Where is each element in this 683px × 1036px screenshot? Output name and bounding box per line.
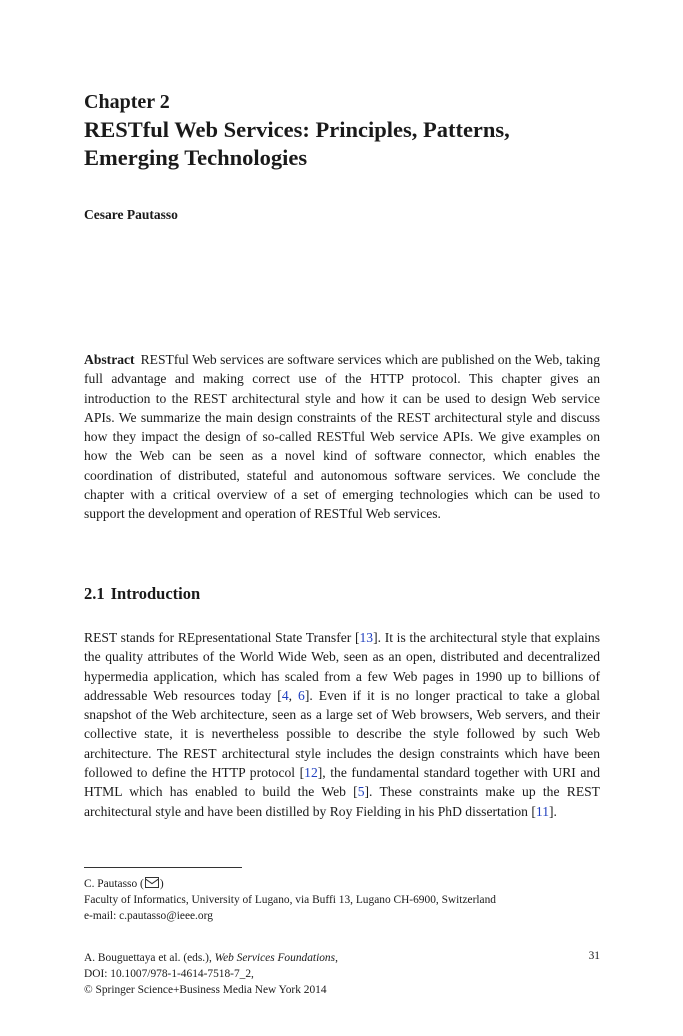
citation-link[interactable]: 11 [535,803,549,819]
chapter-title: RESTful Web Services: Principles, Patterns, Emerging Technologies [84,117,510,170]
chapter-label: Chapter 2 [84,91,170,113]
publication-doi: DOI: 10.1007/978-1-4614-7518-7_2, [84,968,254,980]
section-title: Introduction [110,584,201,603]
section-number: 2.1 [84,584,105,603]
publication-info [84,950,604,998]
intro-text: ], the fundamental standard together with URI and HTML which has enabled to build the Web [ [84,765,600,800]
citation-link[interactable]: 12 [304,765,318,781]
abstract-paragraph [84,350,600,524]
publication-comma: , [335,952,338,964]
footnote-email: e-mail: c.pautasso@ieee.org [84,910,213,922]
page-number: 31 [588,950,600,962]
citation-link[interactable]: 4 [281,687,289,703]
intro-text: REST stands for REpresentational State Transfer [ [84,630,360,645]
intro-text: ]. These constraints make up the REST architectural style and have been distilled by Roy Fielding in his PhD dissertation [ [84,784,600,819]
footnote-author-line [84,876,604,892]
footnote-author-name: C. Pautasso ( [84,878,144,890]
abstract-label: Abstract [84,352,135,367]
citation-link[interactable]: 6 [298,687,305,703]
intro-text: ]. It is the architectural style that explains the quality attributes of the World Wide Web, seen as an open, distributed and decentralized hypermedia application, which has scaled from a few Web pages in 1990 up to billions of addressable Web resources today [ [84,630,600,703]
intro-paragraph [84,628,600,821]
publication-copyright: © Springer Science+Business Media New York 2014 [84,984,327,996]
footnote-divider [84,867,242,868]
publication-editors: A. Bouguettaya et al. (eds.), [84,952,215,964]
footnote-affiliation: Faculty of Informatics, University of Lugano, via Buffi 13, Lugano CH-6900, Switzerland [84,894,496,906]
intro-text: ]. Even if it is no longer practical to take a global snapshot of the Web architecture, seen as a large set of Web browsers, Web servers, and their collective state, it is nevertheless possible to describe the style followed by such Web architecture. The REST architectural style includes the design constraints which have been followed to define the HTTP protocol [ [84,687,601,781]
author-footnote [84,876,604,924]
abstract-text: RESTful Web services are software services which are published on the Web, taking full advantage and making correct use of the HTTP protocol. This chapter gives an introduction to the REST architectural style and how it can be used to design Web service APIs. We summarize the main design constraints of the REST architectural style and discuss how they impact the design of so-called RESTful Web service APIs. We give examples on how the Web can be seen as a novel kind of software connector, which enables the coordination of distributed, stateful and autonomous software services. We conclude the chapter with a critical overview of a set of emerging technologies which can be used to support the development and operation of RESTful Web services. [84,352,600,522]
intro-text: , [288,687,299,703]
publication-book-title: Web Services Foundations [214,952,336,964]
intro-text: ]. [549,803,557,819]
footnote-paren: ) [159,878,164,890]
author-name: Cesare Pautasso [84,207,178,222]
citation-link[interactable]: 5 [357,784,365,800]
section-heading [84,584,200,604]
citation-link[interactable]: 13 [359,630,374,645]
envelope-icon [145,877,159,888]
publication-editors-line [84,950,604,966]
